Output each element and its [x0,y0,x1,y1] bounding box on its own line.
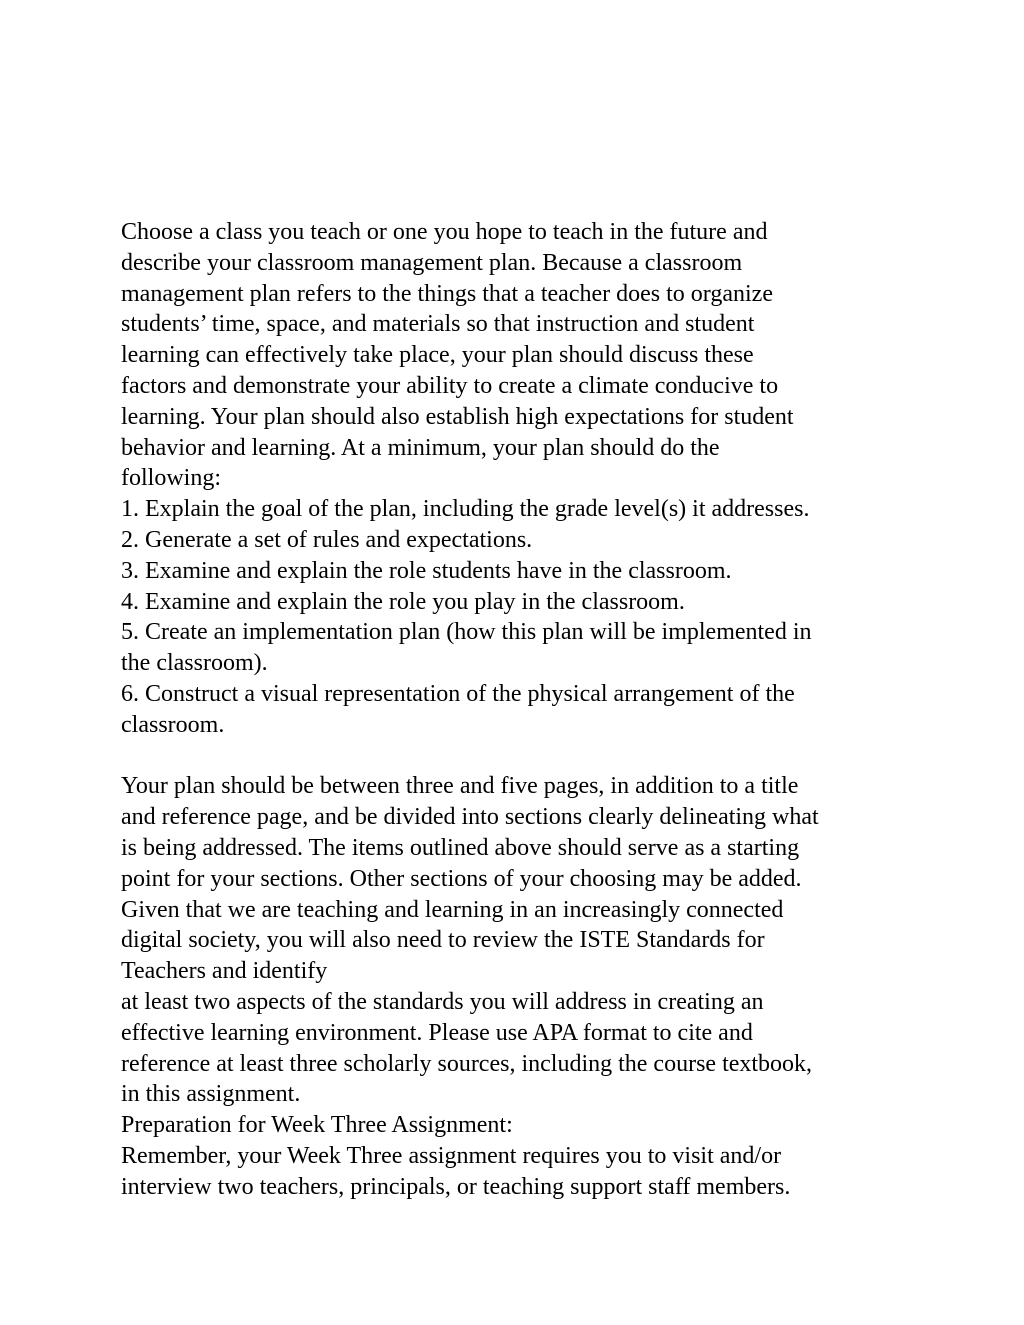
paragraph-spacer [121,741,911,772]
text-line: reference at least three scholarly sources, including the course textbook, [121,1050,813,1077]
text-line: in this assignment. [121,1081,301,1108]
text-line: Your plan should be between three and five pages, in addition to a title [121,773,799,800]
list-item: 3. Examine and explain the role students have in the classroom. [121,557,732,584]
list-item: classroom. [121,711,225,738]
text-line: digital society, you will also need to review the ISTE Standards for [121,927,765,954]
list-item: the classroom). [121,650,268,677]
text-line: learning can effectively take place, your plan should discuss these [121,342,754,369]
text-line: point for your sections. Other sections of your choosing may be added. [121,865,802,892]
text-line: management plan refers to the things that a teacher does to organize [121,280,773,307]
intro-paragraph [121,217,911,494]
length-paragraph [121,771,911,1110]
section-heading: Preparation for Week Three Assignment: [121,1112,513,1139]
list-item: 6. Construct a visual representation of the physical arrangement of the [121,680,795,707]
list-item: 2. Generate a set of rules and expectations. [121,526,533,553]
text-line: interview two teachers, principals, or teaching support staff members. [121,1173,791,1200]
text-line: factors and demonstrate your ability to create a climate conducive to [121,372,779,399]
text-line: is being addressed. The items outlined above should serve as a starting [121,834,800,861]
text-line: Teachers and identify [121,958,328,985]
text-line: learning. Your plan should also establish high expectations for student [121,403,794,430]
list-item: 5. Create an implementation plan (how this plan will be implemented in [121,619,812,646]
text-line: Choose a class you teach or one you hope to teach in the future and [121,219,768,245]
text-line: and reference page, and be divided into sections clearly delineating what [121,804,819,831]
text-line: Given that we are teaching and learning in an increasingly connected [121,896,784,923]
document-body [121,217,911,1203]
text-line: Remember, your Week Three assignment requires you to visit and/or [121,1142,782,1169]
text-line: describe your classroom management plan. Because a classroom [121,249,743,276]
reminder-paragraph [121,1141,911,1203]
list-item: 1. Explain the goal of the plan, including the grade level(s) it addresses. [121,496,810,523]
text-line: students’ time, space, and materials so that instruction and student [121,311,755,338]
requirements-list [121,494,911,740]
text-line: effective learning environment. Please use APA format to cite and [121,1019,753,1046]
text-line: at least two aspects of the standards you will address in creating an [121,988,764,1015]
text-line: behavior and learning. At a minimum, your plan should do the [121,434,720,461]
text-line: following: [121,465,221,492]
list-item: 4. Examine and explain the role you play in the classroom. [121,588,685,615]
